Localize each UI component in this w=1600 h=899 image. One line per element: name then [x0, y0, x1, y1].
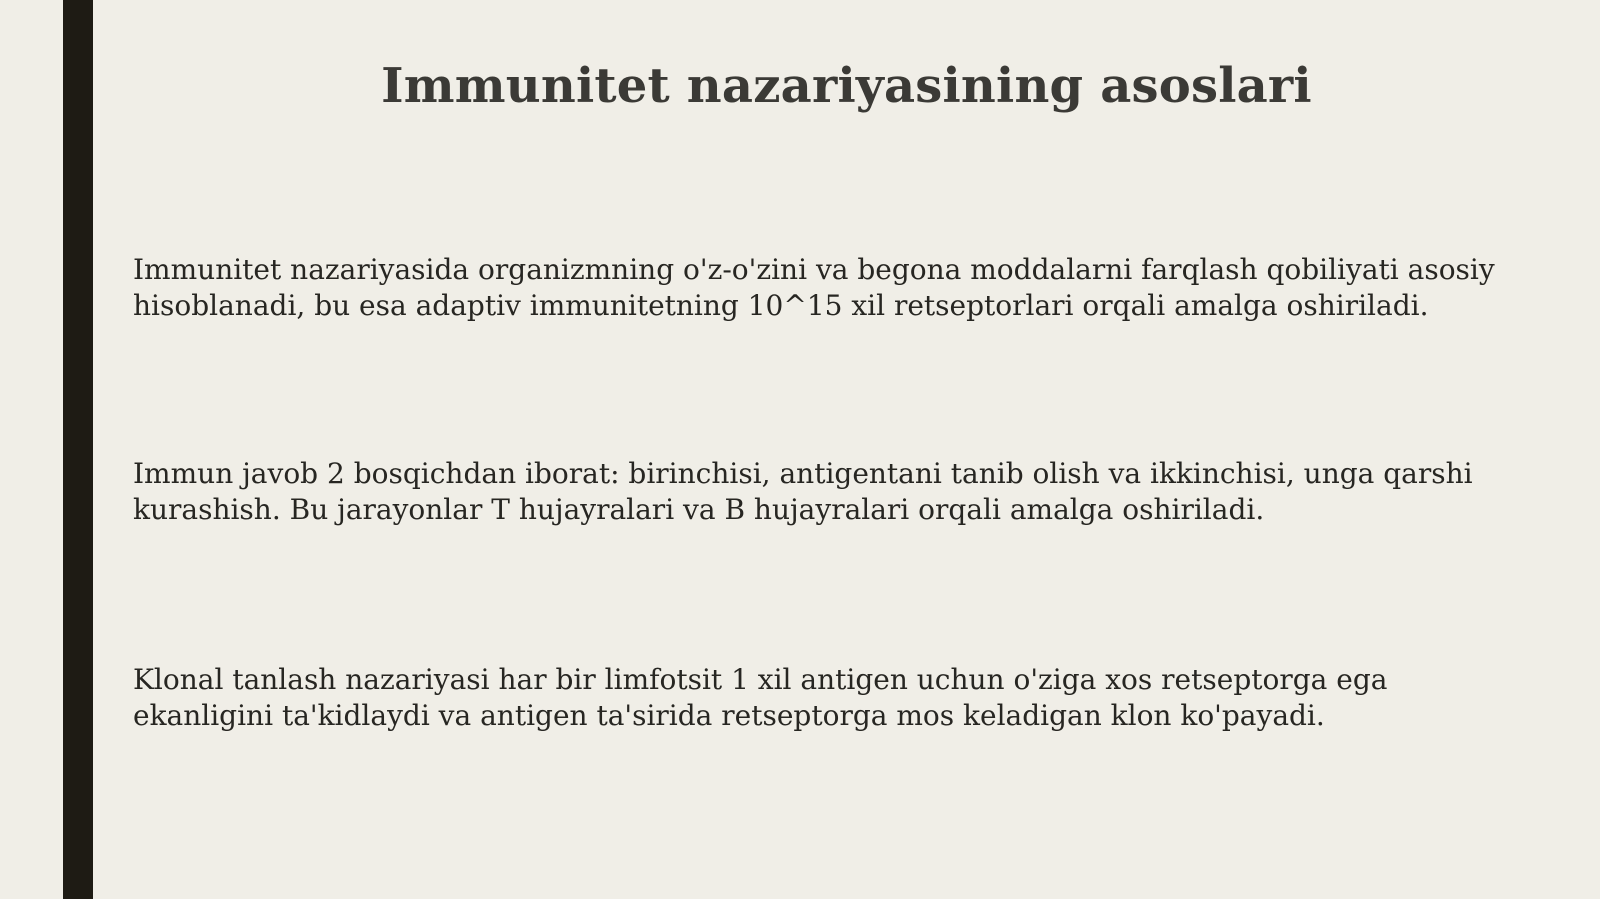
paragraph-2: Immun javob 2 bosqichdan iborat: birinchisi, antigentani tanib olish va ikkinchisi, unga qarshi kurashish. Bu jarayonlar T hujayralari va B hujayralari orqali amalga oshiriladi. [133, 457, 1473, 526]
paragraph-3: Klonal tanlash nazariyasi har bir limfotsit 1 xil antigen uchun o'ziga xos retseptorga ega ekanligini ta'kidlaydi va antigen ta'sirida retseptorga mos keladigan klon ko'payadi. [133, 663, 1388, 732]
paragraph-1: Immunitet nazariyasida organizmning o'z-o'zini va begona moddalarni farqlash qobiliyati asosiy hisoblanadi, bu esa adaptiv immunitetning 10^15 xil retseptorlari orqali amalga oshiriladi. [133, 253, 1495, 322]
accent-bar [63, 0, 93, 899]
slide-title: Immunitet nazariyasining asoslari [381, 58, 1312, 114]
